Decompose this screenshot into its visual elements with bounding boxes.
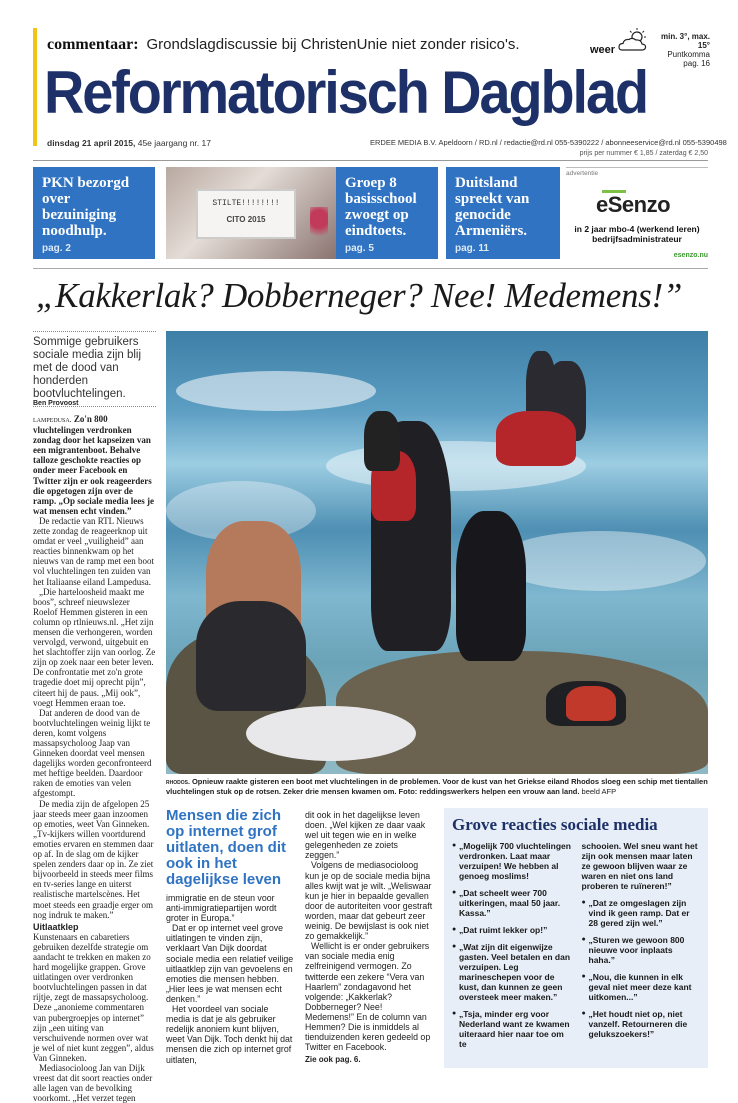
- commentary-label: commentaar:: [47, 36, 139, 53]
- teaser-page: pag. 2: [42, 243, 71, 254]
- advert-text: [566, 224, 708, 244]
- photo-credit: beeld AFP: [579, 787, 617, 796]
- body-paragraph: immigratie en de steun voor anti-immigratiepartijen wordt groter in Europa.”: [166, 893, 277, 924]
- body-paragraph: dit ook in het dagelijkse leven doen. „Wel kijken ze daar vaak wel uit tegen wie en in welke gelegenheden ze zoiets zeggen.”: [305, 810, 426, 861]
- person-figure: [196, 601, 306, 711]
- teaser-pkn[interactable]: [33, 167, 155, 259]
- issue-volume: 45e jaargang nr. 17: [135, 138, 211, 148]
- divider: [33, 268, 708, 269]
- quote-item: ● „Wat zijn dit eigenwijze gasten. Veel betalen en dan verzuipen. Leg marineschepen voor de kust, dan kunnen ze geen oversteek meer maken.”: [452, 942, 572, 1002]
- body-paragraph: Volgens de mediasocioloog kun je op de sociale media bijna alles kwijt wat je wilt. „Weliswaar kun je hier in bepaalde gevallen door de autoriteiten voor gestraft worden, maar dat gebeurt zeer weinig. De bewijslast is ook niet zo gemakkelijk.”: [305, 860, 433, 942]
- advert-url[interactable]: esenzo.nu: [673, 252, 708, 259]
- white-bag: [246, 706, 416, 761]
- issue-date-day: dinsdag 21 april 2015,: [47, 138, 136, 148]
- body-paragraph: Het voordeel van sociale media is dat je als gebruiker redelijk anoniem kunt blijven, weet Van Dijk. Toch denkt hij dat mensen die zich op internet grof uitlaten,: [166, 1004, 293, 1065]
- body-paragraph: De redactie van RTL Nieuws zette zondag de reageerknop uit omdat er veel „vuiligheid” aan reacties binnenkwam op het nieuws van de ramp met een boot vol vluchtelingen ten zuiden van het Italiaanse eiland Lampedusa.: [33, 515, 154, 587]
- intro-paragraph: [33, 414, 156, 516]
- advert-label: advertentie: [566, 170, 599, 177]
- teaser-groep8[interactable]: [336, 167, 438, 259]
- teaser-photo-cito[interactable]: [166, 167, 336, 259]
- weather-info: [652, 32, 710, 68]
- masthead-logo[interactable]: Reformatorisch Dagblad: [44, 59, 648, 126]
- classroom-sign: [196, 189, 296, 239]
- teaser-duitsland[interactable]: [446, 167, 560, 259]
- commentary-text: Grondslagdiscussie bij ChristenUnie niet zonder risico's.: [146, 36, 520, 53]
- accent-bar: [33, 28, 37, 146]
- advert-text-line1: in 2 jaar mbo-4 (werkend leren): [574, 224, 700, 234]
- life-vest: [566, 686, 616, 721]
- main-photo-refugees[interactable]: [166, 331, 708, 774]
- article-lead: Sommige gebruikers sociale media zijn blij met de dood van honderden bootvluchtelingen.: [33, 331, 156, 407]
- advert-text-line2: bedrijfsadministrateur: [592, 234, 682, 244]
- flower-decoration: [310, 207, 328, 247]
- quotes-columns: [452, 841, 701, 1056]
- weather-page-ref: Puntkomma pag. 16: [667, 50, 710, 68]
- pull-quote-heading: Mensen die zich op internet grof uitlaten, doen dit ook in het dagelijkse leven: [166, 807, 286, 888]
- person-figure: [364, 411, 400, 471]
- commentary-teaser[interactable]: [47, 36, 520, 54]
- rock: [336, 651, 708, 774]
- see-also-link[interactable]: Zie ook pag. 6.: [305, 1055, 361, 1065]
- advertisement-esenzo[interactable]: [566, 167, 708, 263]
- sign-text-cito: CITO 2015: [226, 215, 266, 224]
- teaser-page: pag. 11: [455, 243, 489, 254]
- quote-item: ● „Mogelijk 700 vluchtelingen verdronken. Laat maar verzuipen! We hebben al genoeg moslims!: [452, 841, 572, 881]
- person-figure: [456, 511, 526, 661]
- photo-caption: [166, 777, 708, 796]
- body-paragraph: Kunstenaars en cabaretiers gebruiken dezelfde strategie om aandacht te trekken en maken zo hard mogelijke grappen. Grove uitlatingen over verdronken bootvluchtelingen passen in dat rijtje, zegt de massapsycholoog. Deze „anonieme commentaren van pubergroepjes op internet” zijn „een uiting van verschuivende normen over wat je wel of niet kunt zeggen”, aldus Van Ginneken.: [33, 931, 154, 1063]
- price-line: prijs per nummer € 1,85 / zaterdag € 2,50: [579, 150, 708, 157]
- teaser-page: pag. 5: [345, 243, 374, 254]
- intro-text: Zo'n 800 vluchtelingen verdronken zondag door het kapseizen van een migrantenboot. Behalve talloze geschokte reacties op onder meer Facebook en Twitter zijn er ook reageerders die opgetogen zijn over de ramp. „Op sociale media lees je wat mensen echt vinden.”: [33, 414, 154, 516]
- byline: Ben Provoost: [33, 400, 79, 407]
- main-headline: „Kakkerlak? Dobberneger? Nee! Medemens!”: [36, 276, 683, 315]
- person-figure: [496, 411, 576, 466]
- body-paragraph: Mediasocioloog Jan van Dijk vreest dat dit soort reacties onder alle lagen van de bevolking voorkomt. „Het verzet tegen: [33, 1063, 153, 1103]
- quotes-box: [444, 808, 708, 1068]
- quote-item: ● „Nou, die kunnen in elk geval niet meer deze kant uitkomen...”: [582, 972, 702, 1002]
- sign-text-stilte: STILTE!!!!!!!!: [212, 199, 280, 208]
- article-body-middle: [166, 893, 294, 1065]
- quotes-column-right: [582, 841, 702, 1056]
- body-paragraph: Wellicht is er onder gebruikers van sociale media enig zelfreinigend vermogen. Zo twitterde een zekere “Vera van Haarlem” zondagavond het volgende: „Kakkerlak? Dobberneger? Nee! Medemens!” En de column van Hemmen? Die is inmiddels al tienduizenden keren gedeeld op Twitter en Facebook.: [305, 941, 431, 1053]
- quote-item: ● „Het houdt niet op, niet vanzelf. Retourneren die gelukszoekers!”: [582, 1009, 702, 1039]
- body-paragraph: Dat er op internet veel grove uitlatingen te vinden zijn, verklaart Van Dijk doordat sociale media een relatief veilige uitlaatklep zijn van gevoelens en emoties die mensen hebben. „Hier lees je wat mensen echt denken.”: [166, 923, 294, 1004]
- issue-date: [47, 138, 211, 148]
- quote-item: ● „Tsja, minder erg voor Nederland want ze kwamen uiteraard hier naar toe om te: [452, 1009, 572, 1049]
- article-body-left: [33, 414, 156, 1103]
- wave-foam: [176, 371, 376, 411]
- weather-temperature: min. 3°, max. 15°: [661, 32, 710, 50]
- body-paragraph: De media zijn de afgelopen 25 jaar steeds meer gaan inzoomen op emoties, weet Van Ginneken. „Tv-kijkers willen voortdurend emoties ervaren en stemmen daar op af. In de slag om de kijker spelen zenders daar op in. Ze ziet bijvoorbeeld in steeds meer films en tv-series lange en uiterst realistische martelscènes. Het moet steeds een graadje erger om nog indruk te maken.”: [33, 798, 154, 920]
- teaser-title: Duitsland spreekt van genocide Armeniërs.: [455, 175, 530, 239]
- quotes-column-left: [452, 841, 572, 1056]
- quote-item: ● „Dat scheelt weer 700 uitkeringen, maal 50 jaar. Kassa.”: [452, 888, 572, 918]
- weather-label: weer: [590, 44, 616, 56]
- body-paragraph: „Die harteloosheid maakt me boos”, schreef nieuwslezer Roelof Hemmen gisteren in een column op rtlnieuws.nl. „Het zijn mensen die verhongeren, worden vervolgd, verwond, uitgebuit en het slachtoffer zijn van oorlog. Ze zijn op zoek naar een beter leven. De confrontatie met zo'n grote tragedie doet mij oprecht pijn”, citeert hij de paus. „Mij ook”, voegt Hemmen eraan toe.: [33, 586, 156, 708]
- sun-cloud-icon: [618, 28, 648, 54]
- quote-item: ● „Dat ze omgeslagen zijn vind ik geen ramp. Dat er 28 gered zijn wel.”: [582, 898, 702, 928]
- quotes-box-title: Grove reacties sociale media: [452, 815, 658, 834]
- quote-item: ● „Dat ruimt lekker op!”: [452, 925, 572, 935]
- contact-line: ERDEE MEDIA B.V. Apeldoorn / RD.nl / redactie@rd.nl 055-5390222 / abonneeservice@rd.nl 055-5390498: [370, 138, 727, 147]
- subheading: Uitlaatklep: [33, 921, 79, 932]
- teaser-title: PKN bezorgd over bezuiniging noodhulp.: [42, 175, 130, 239]
- dateline: lampedusa.: [33, 415, 72, 424]
- caption-tag: rhodos.: [166, 779, 190, 786]
- teaser-title: Groep 8 basisschool zwoegt op eindtoets.: [345, 175, 417, 239]
- quote-continuation: schooien. Wel sneu want het zijn ook mensen maar laten ze gewoon blijven waar ze waren en niet ons land proberen te ruïneren!”: [581, 841, 698, 891]
- esenzo-logo: eSenzo: [596, 192, 671, 217]
- wave-foam: [496, 531, 706, 591]
- article-body-right: [305, 810, 433, 1065]
- quote-item: ● „Sturen we gewoon 800 nieuwe voor inplaats haha.”: [582, 935, 702, 965]
- body-paragraph: Dat anderen de dood van de bootvluchtelingen weinig lijkt te deren, komt volgens massapsycholoog Jaap van Ginneken doordat veel mensen dagelijks worden geconfronteerd met heftige beelden. Daardoor raken de emoties van velen afgestompt.: [33, 707, 152, 799]
- caption-text: Opnieuw raakte gisteren een boot met vluchtelingen in de problemen. Voor de kust van het Griekse eiland Rhodos sloeg een schip met tientallen vluchtelingen stuk op de rotsen. Zeker drie mensen kwamen om. Foto: reddingswerkers helpen een vrouw aan land.: [166, 777, 708, 796]
- divider: [33, 160, 708, 161]
